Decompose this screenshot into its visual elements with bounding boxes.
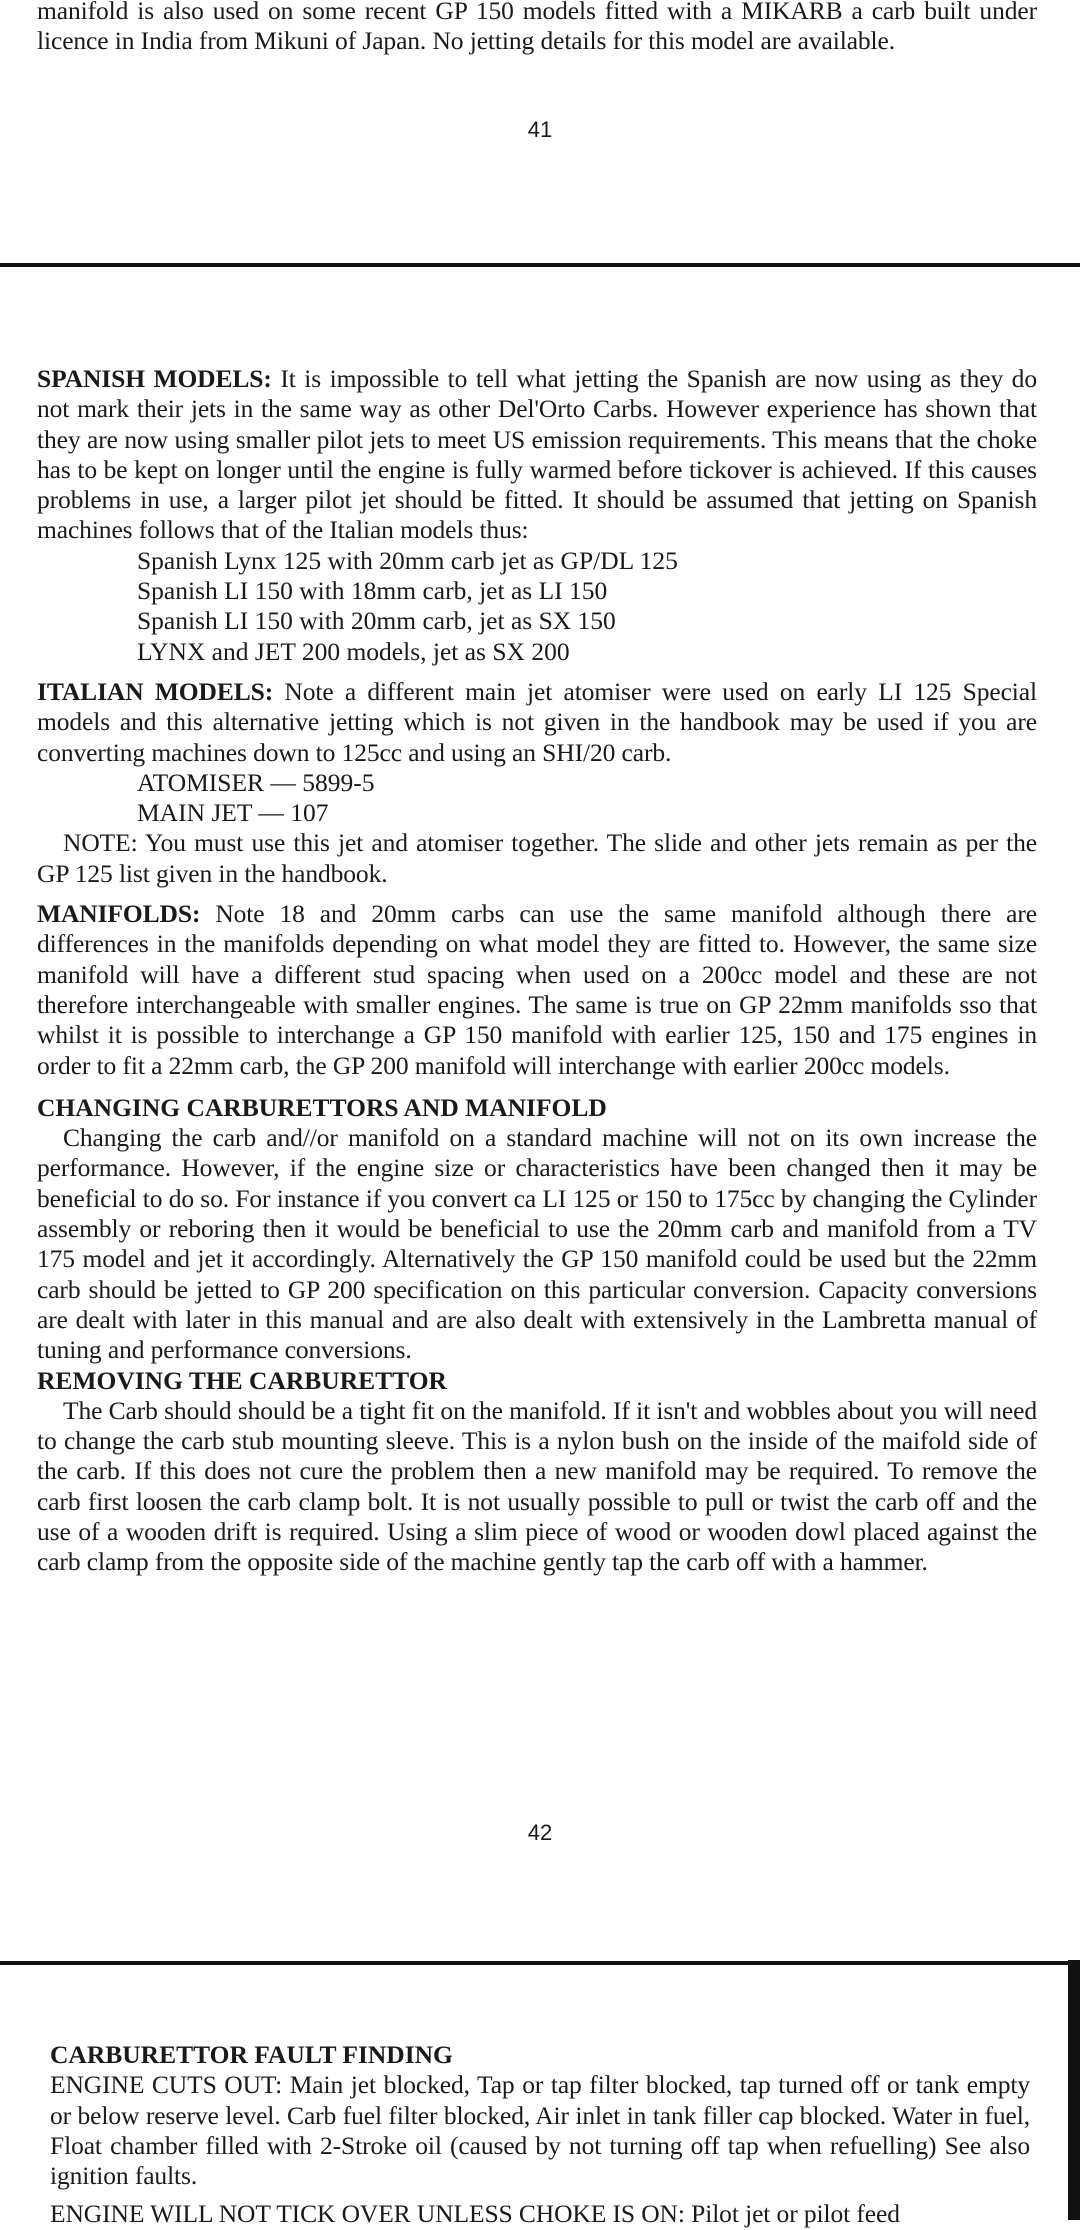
changing-carburettors-body: Changing the carb and//or manifold on a standard machine will not on its own increase the performance. However, if the engine size or characteristics have been changed then it may be beneficial to do so. For instance if you convert ca LI 125 or 150 to 175cc by changing the Cylinder assembly or reboring then it would be beneficial to use the 20mm carb and manifold from a TV 175 model and jet it accordingly. Alternatively the GP 150 manifold could be used but the 22mm carb should be jetted to GP 200 specification on this particular conversion. Capacity conversions are dealt with later in this manual and are also dealt with extensively in the Lambretta manual of tuning and performance conversions. [37,1123,1037,1365]
list-item: Spanish Lynx 125 with 20mm carb jet as GP/DL 125 [137,545,678,575]
spanish-models-paragraph [37,364,1037,546]
changing-carburettors-heading: CHANGING CARBURETTORS AND MANIFOLD [37,1092,607,1122]
page-41-text-block [37,0,1037,57]
page-41-paragraph: manifold is also used on some recent GP 150 models fitted with a MIKARB a carb built under licence in India from Mikuni of Japan. No jetting details for this model are available. [37,0,1037,56]
italian-models-body: Note a different main jet atomiser were used on early LI 125 Special models and this alternative jetting which is not given in the handbook may be used if you are converting machines down to 125cc and using an SHI/20 carb. [37,676,1037,767]
removing-carburettor-body: The Carb should should be a tight fit on the manifold. If it isn't and wobbles about you will need to change the carb stub mounting sleeve. This is a nylon bush on the inside of the maifold side of the carb. If this does not cure the problem then a new manifold may be required. To remove the carb first loosen the carb clamp bolt. It is not usually possible to pull or twist the carb off and the use of a wooden drift is required. Using a slim piece of wood or wooden dowl placed against the carb clamp from the opposite side of the machine gently tap the carb off with a hammer. [37,1395,1037,1577]
list-item: LYNX and JET 200 models, jet as SX 200 [137,636,570,666]
page-divider-1 [0,263,1080,267]
page-number-41: 41 [527,117,553,142]
italian-models-paragraph [37,677,1037,768]
page-43-edge [1068,1960,1080,2220]
manifolds-paragraph [37,899,1037,1081]
list-item: Spanish LI 150 with 18mm carb, jet as LI 150 [137,576,608,606]
engine-tickover-paragraph: ENGINE WILL NOT TICK OVER UNLESS CHOKE IS ON: Pilot jet or pilot feed [50,2199,900,2229]
manifolds-heading: MANIFOLDS: [37,899,201,929]
italian-models-list [37,768,1037,829]
page-number-42: 42 [527,1820,553,1845]
italian-models-heading: ITALIAN MODELS: [37,676,274,706]
removing-carburettor-heading: REMOVING THE CARBURETTOR [37,1365,447,1395]
list-item: Spanish LI 150 with 20mm carb, jet as SX 150 [137,606,616,636]
spanish-models-list [37,546,1037,667]
spanish-models-heading: SPANISH MODELS: [37,364,272,393]
spanish-models-body: It is impossible to tell what jetting the Spanish are now using as they do not mark their jets in the same way as other Del'Orto Carbs. However experience has shown that they are now using smaller pilot jets to meet US emission requirements. This means that the choke has to be kept on longer until the engine is fully warmed before tickover is achieved. If this causes problems in use, a larger pilot jet should be fitted. It should be assumed that jetting on Spanish machines follows that of the Italian models thus: [37,364,1037,545]
list-item: ATOMISER — 5899-5 [137,767,375,797]
page-43-text-block [50,2040,1030,2230]
page-divider-2 [0,1961,1080,1965]
page-42-text-block [37,364,1037,1578]
engine-cuts-out-paragraph: ENGINE CUTS OUT: Main jet blocked, Tap or tap filter blocked, tap turned off or tank empty or below reserve level. Carb fuel filter blocked, Air inlet in tank filler cap blocked. Water in fuel, Float chamber filled with 2-Stroke oil (caused by not turning off tap when refuelling) See also ignition faults. [50,2070,1030,2191]
list-item: MAIN JET — 107 [137,798,329,828]
fault-finding-heading: CARBURETTOR FAULT FINDING [50,2040,453,2069]
italian-models-note: NOTE: You must use this jet and atomiser together. The slide and other jets remain as per the GP 125 list given in the handbook. [37,828,1037,888]
manifolds-body: Note 18 and 20mm carbs can use the same manifold although there are differences in the manifolds depending on what model they are fitted to. However, the same size manifold will have a different stud spacing when used on a 200cc model and these are not therefore interchangeable with smaller engines. The same is true on GP 22mm manifolds sso that whilst it is possible to interchange a GP 150 manifold with earlier 125, 150 and 175 engines in order to fit a 22mm carb, the GP 200 manifold will interchange with earlier 200cc models. [37,899,1037,1080]
